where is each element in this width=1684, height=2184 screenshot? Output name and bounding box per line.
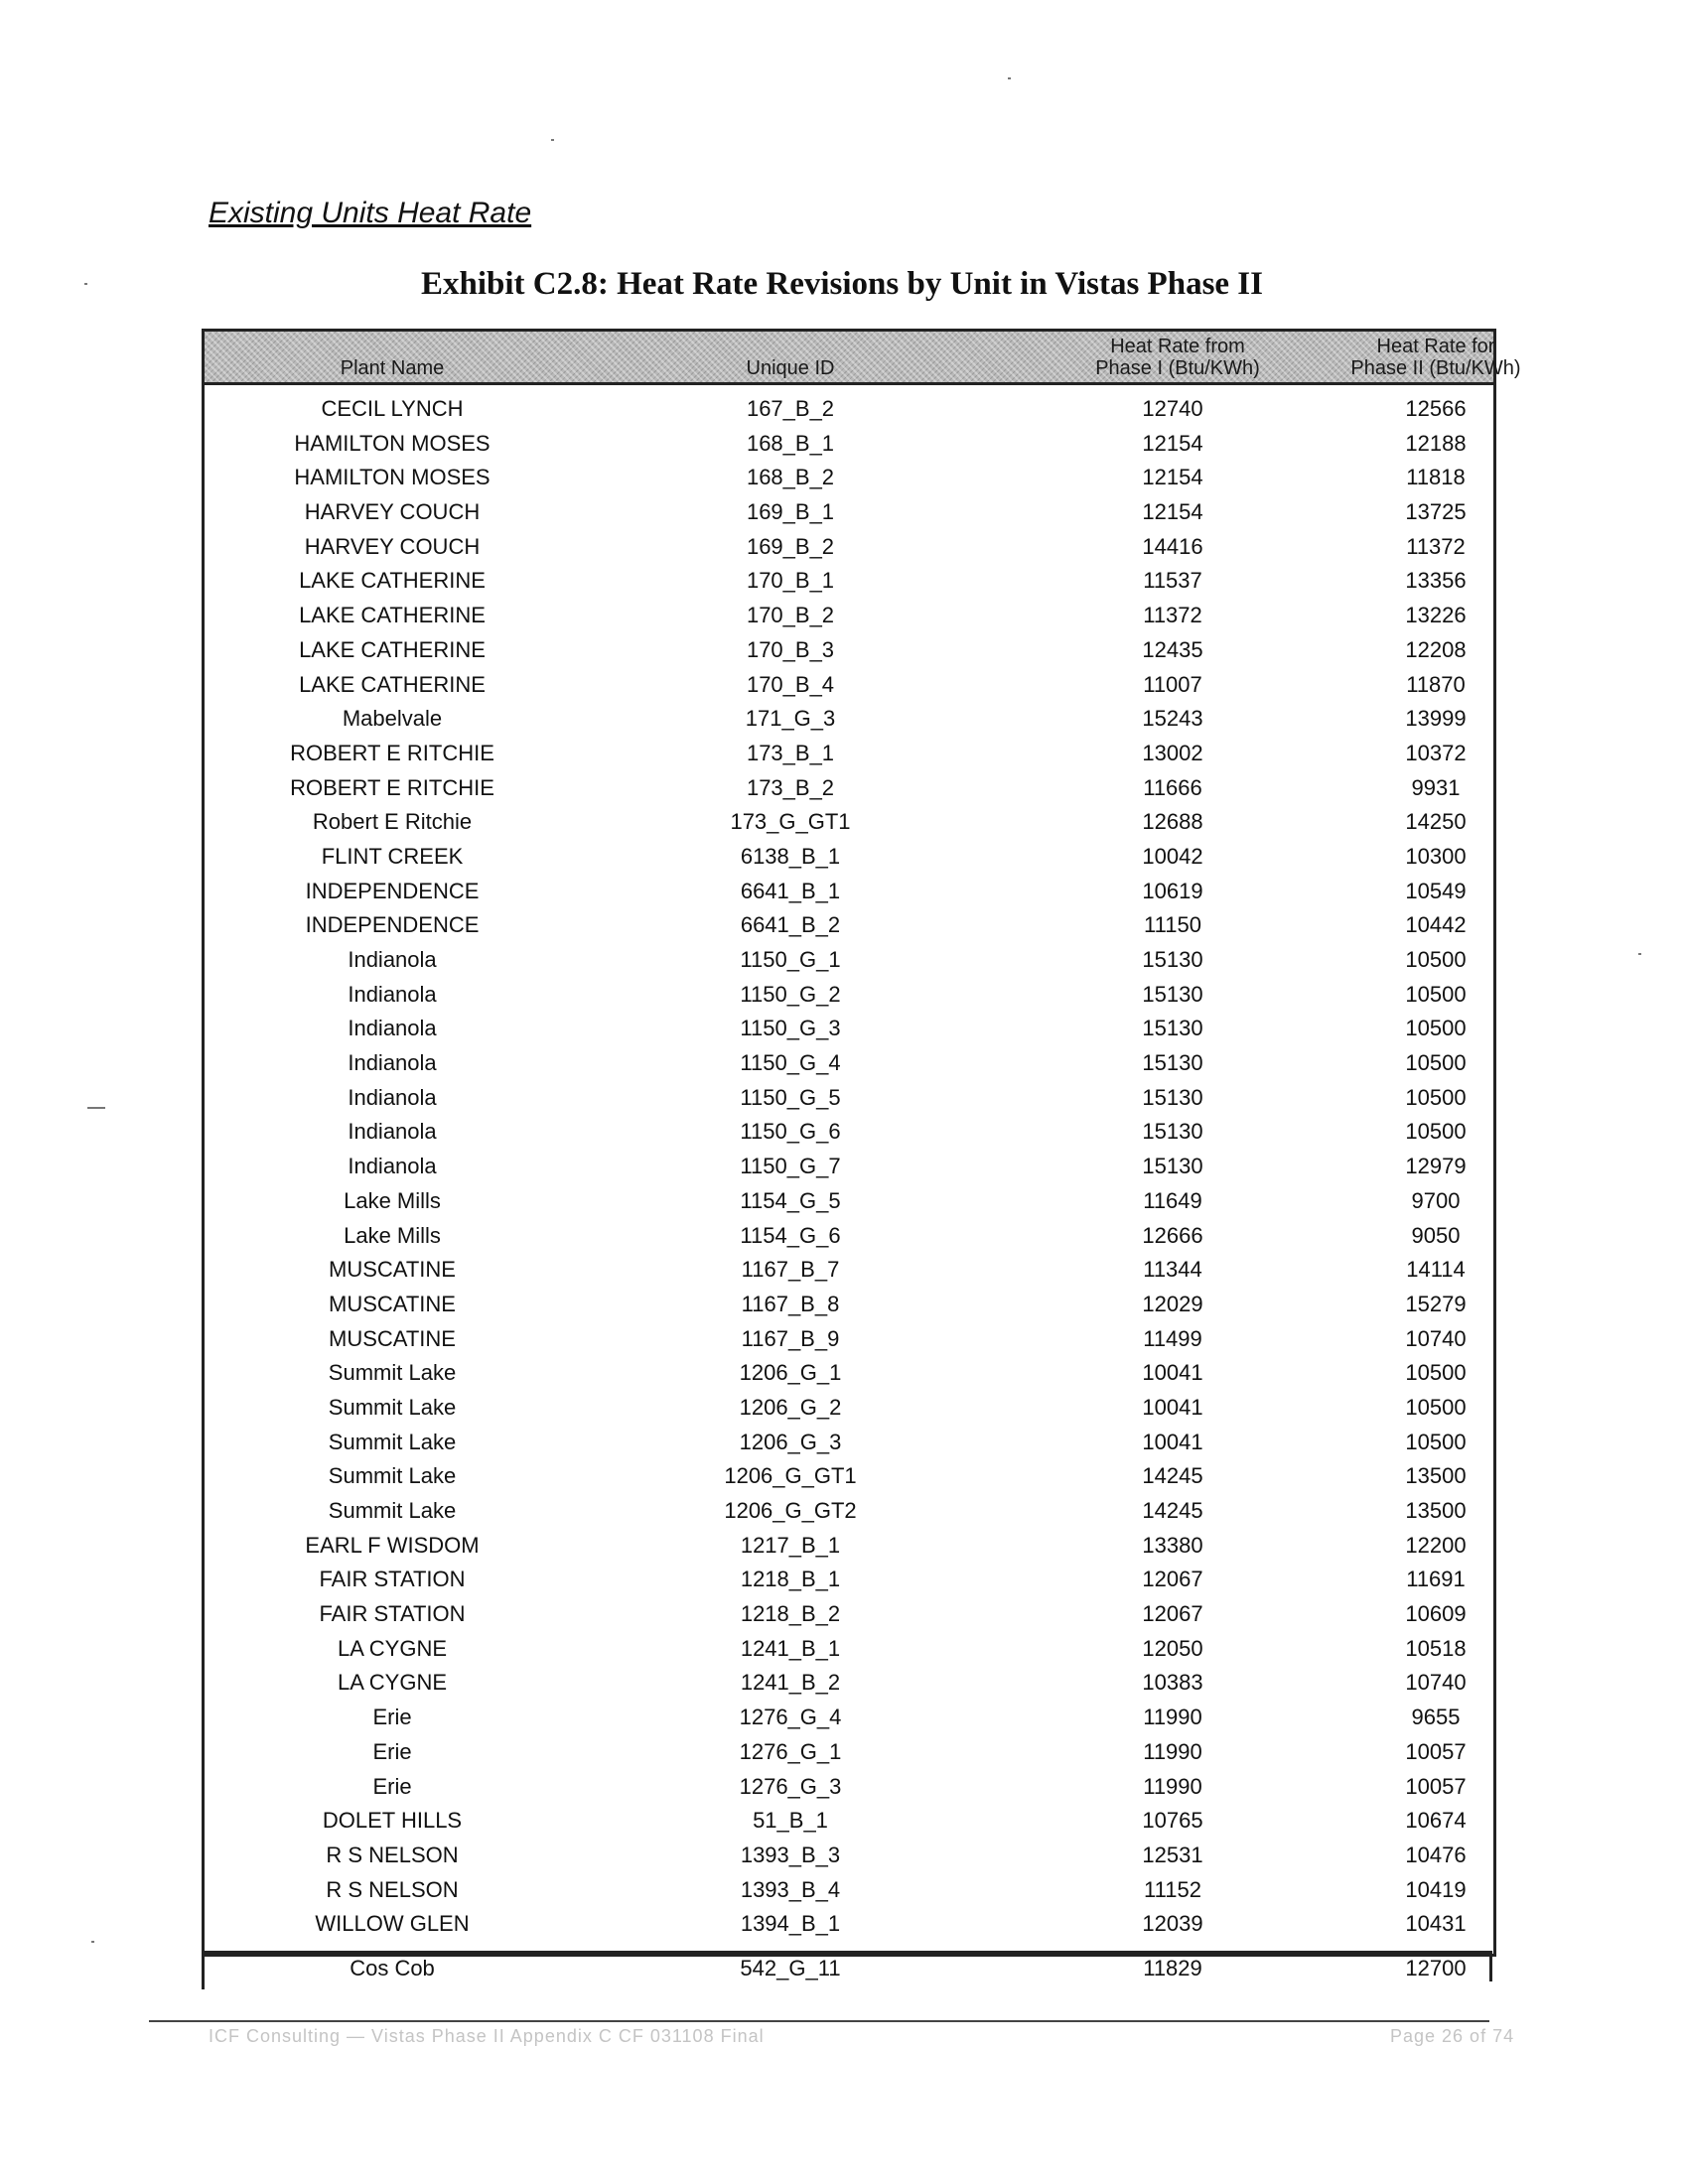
cell-heat-rate-phase2: 10740 bbox=[1405, 1670, 1467, 1696]
cell-heat-rate-phase1: 10042 bbox=[1142, 843, 1203, 869]
cell-heat-rate-phase2: 10057 bbox=[1405, 1773, 1467, 1799]
cell-unique-id: 1154_G_5 bbox=[740, 1187, 841, 1213]
table-row bbox=[205, 1292, 1493, 1326]
table-row bbox=[205, 1257, 1493, 1292]
cell-plant-name: LAKE CATHERINE bbox=[299, 671, 486, 697]
cell-heat-rate-phase2: 10500 bbox=[1405, 1050, 1467, 1076]
cell-plant-name: Indianola bbox=[348, 981, 437, 1007]
cell-plant-name: FLINT CREEK bbox=[321, 843, 464, 869]
cell-unique-id: 170_B_1 bbox=[746, 568, 835, 594]
cell-heat-rate-phase2: 14114 bbox=[1406, 1257, 1466, 1283]
footer-rule bbox=[149, 2020, 1489, 2022]
cell-heat-rate-phase1: 15130 bbox=[1142, 947, 1203, 972]
cell-heat-rate-phase2: 13725 bbox=[1405, 499, 1467, 525]
cell-heat-rate-phase2: 13500 bbox=[1405, 1498, 1467, 1523]
cell-unique-id: 170_B_4 bbox=[746, 671, 835, 697]
cell-heat-rate-phase2: 11691 bbox=[1406, 1567, 1466, 1592]
exhibit-title: Exhibit C2.8: Heat Rate Revisions by Unit in Vistas Phase II bbox=[421, 266, 1263, 302]
table-row bbox=[205, 1050, 1493, 1085]
scan-speck bbox=[1008, 77, 1011, 79]
table-row-last bbox=[205, 1956, 1493, 1989]
cell-heat-rate-phase1: 12154 bbox=[1142, 430, 1203, 456]
cell-heat-rate-phase2: 10500 bbox=[1405, 1119, 1467, 1145]
cell-unique-id: 1167_B_8 bbox=[741, 1291, 840, 1316]
table-row bbox=[205, 1188, 1493, 1223]
table-row bbox=[205, 465, 1493, 499]
cell-plant-name: Indianola bbox=[348, 1050, 437, 1076]
cell-heat-rate-phase2: 13500 bbox=[1405, 1463, 1467, 1489]
scan-speck bbox=[87, 1107, 105, 1109]
table-row bbox=[205, 741, 1493, 775]
cell-heat-rate-phase2: 12200 bbox=[1405, 1532, 1467, 1558]
cell-heat-rate-phase2: 10500 bbox=[1405, 1016, 1467, 1041]
cell-heat-rate-phase2: 13999 bbox=[1405, 706, 1467, 732]
cell-plant-name: EARL F WISDOM bbox=[305, 1532, 480, 1558]
cell-plant-name: LA CYGNE bbox=[337, 1635, 448, 1661]
cell-heat-rate-phase2: 12700 bbox=[1405, 1956, 1467, 1980]
cell-heat-rate-phase1: 15243 bbox=[1142, 706, 1203, 732]
cell-plant-name: Erie bbox=[372, 1705, 412, 1730]
cell-unique-id: 1150_G_7 bbox=[740, 1154, 841, 1179]
cell-heat-rate-phase2: 10442 bbox=[1405, 912, 1467, 938]
cell-heat-rate-phase1: 13380 bbox=[1142, 1532, 1203, 1558]
table-row bbox=[205, 947, 1493, 982]
table-row bbox=[205, 1911, 1493, 1946]
table-header bbox=[205, 332, 1521, 385]
cell-heat-rate-phase1: 11152 bbox=[1144, 1876, 1201, 1902]
table-row bbox=[205, 1567, 1493, 1601]
cell-heat-rate-phase1: 12067 bbox=[1142, 1567, 1203, 1592]
table-row bbox=[205, 1877, 1493, 1912]
cell-unique-id: 1206_G_GT2 bbox=[724, 1498, 857, 1523]
cell-heat-rate-phase1: 13002 bbox=[1142, 740, 1203, 765]
table-row bbox=[205, 499, 1493, 534]
cell-unique-id: 167_B_2 bbox=[746, 396, 835, 421]
cell-unique-id: 1167_B_7 bbox=[741, 1257, 840, 1283]
table-row bbox=[205, 672, 1493, 707]
cell-heat-rate-phase1: 12435 bbox=[1142, 636, 1203, 662]
table-row bbox=[205, 809, 1493, 844]
table-row bbox=[205, 534, 1493, 569]
cell-heat-rate-phase2: 12188 bbox=[1405, 430, 1467, 456]
header-phase1-line1: Heat Rate from bbox=[1110, 336, 1245, 357]
table-row bbox=[205, 1498, 1493, 1533]
cell-unique-id: 542_G_11 bbox=[740, 1956, 841, 1980]
cell-heat-rate-phase1: 15130 bbox=[1142, 981, 1203, 1007]
cell-unique-id: 173_B_2 bbox=[746, 774, 835, 800]
table-row bbox=[205, 1601, 1493, 1636]
cell-heat-rate-phase2: 9050 bbox=[1411, 1222, 1461, 1248]
table-row bbox=[205, 1016, 1493, 1050]
table-row bbox=[205, 431, 1493, 466]
scan-speck bbox=[1638, 953, 1641, 955]
cell-unique-id: 1241_B_1 bbox=[740, 1635, 841, 1661]
cell-plant-name: LAKE CATHERINE bbox=[299, 568, 486, 594]
table-row bbox=[205, 879, 1493, 913]
cell-unique-id: 1150_G_3 bbox=[740, 1016, 841, 1041]
cell-heat-rate-phase1: 10041 bbox=[1142, 1360, 1203, 1386]
table-row bbox=[205, 603, 1493, 637]
cell-heat-rate-phase2: 10609 bbox=[1405, 1601, 1467, 1627]
cell-plant-name: MUSCATINE bbox=[329, 1257, 456, 1283]
cell-heat-rate-phase1: 12688 bbox=[1142, 809, 1203, 835]
cell-heat-rate-phase2: 11818 bbox=[1406, 465, 1466, 490]
cell-heat-rate-phase1: 12154 bbox=[1142, 499, 1203, 525]
cell-unique-id: 171_G_3 bbox=[745, 706, 836, 732]
cell-heat-rate-phase2: 10500 bbox=[1405, 1394, 1467, 1420]
cell-heat-rate-phase1: 11990 bbox=[1143, 1773, 1202, 1799]
cell-unique-id: 169_B_1 bbox=[746, 499, 835, 525]
cell-heat-rate-phase2: 10500 bbox=[1405, 1429, 1467, 1454]
table-row bbox=[205, 1636, 1493, 1671]
header-phase1 bbox=[1039, 336, 1317, 379]
cell-unique-id: 169_B_2 bbox=[746, 533, 835, 559]
cell-unique-id: 6641_B_2 bbox=[740, 912, 841, 938]
cell-plant-name: Indianola bbox=[348, 947, 437, 972]
cell-plant-name: Mabelvale bbox=[342, 706, 443, 732]
cell-plant-name: MUSCATINE bbox=[329, 1325, 456, 1351]
table-row bbox=[205, 1223, 1493, 1258]
cell-unique-id: 6138_B_1 bbox=[740, 843, 841, 869]
cell-plant-name: R S NELSON bbox=[326, 1842, 459, 1867]
cell-unique-id: 1394_B_1 bbox=[740, 1911, 841, 1937]
table-row bbox=[205, 1085, 1493, 1120]
cell-heat-rate-phase1: 15130 bbox=[1142, 1084, 1203, 1110]
header-plant-name bbox=[205, 357, 580, 379]
cell-unique-id: 1206_G_2 bbox=[739, 1394, 842, 1420]
cell-heat-rate-phase2: 12979 bbox=[1405, 1154, 1467, 1179]
cell-heat-rate-phase2: 11372 bbox=[1406, 533, 1466, 559]
cell-heat-rate-phase2: 10431 bbox=[1405, 1911, 1467, 1937]
table-row bbox=[205, 1774, 1493, 1809]
table-row bbox=[205, 396, 1493, 431]
cell-plant-name: HAMILTON MOSES bbox=[294, 465, 491, 490]
cell-heat-rate-phase1: 12531 bbox=[1142, 1842, 1203, 1867]
cell-heat-rate-phase1: 10383 bbox=[1142, 1670, 1203, 1696]
table-row bbox=[205, 1533, 1493, 1568]
scan-speck bbox=[84, 283, 87, 285]
table-row bbox=[205, 706, 1493, 741]
cell-unique-id: 1206_G_GT1 bbox=[724, 1463, 857, 1489]
header-phase2 bbox=[1287, 336, 1585, 379]
cell-heat-rate-phase1: 11649 bbox=[1143, 1187, 1202, 1213]
cell-unique-id: 1150_G_6 bbox=[740, 1119, 841, 1145]
cell-plant-name: LAKE CATHERINE bbox=[299, 636, 486, 662]
cell-plant-name: LAKE CATHERINE bbox=[299, 603, 486, 628]
cell-heat-rate-phase1: 11990 bbox=[1143, 1705, 1202, 1730]
table-row bbox=[205, 1154, 1493, 1188]
cell-plant-name: HARVEY COUCH bbox=[304, 533, 481, 559]
header-phase2-line1: Heat Rate for bbox=[1376, 336, 1495, 357]
cell-plant-name: INDEPENDENCE bbox=[305, 878, 480, 903]
footer-page-number: Page 26 of 74 bbox=[1390, 2026, 1515, 2046]
cell-plant-name: FAIR STATION bbox=[319, 1567, 466, 1592]
cell-unique-id: 168_B_2 bbox=[746, 465, 835, 490]
cell-unique-id: 51_B_1 bbox=[753, 1808, 828, 1834]
cell-unique-id: 1217_B_1 bbox=[740, 1532, 841, 1558]
cell-heat-rate-phase1: 14245 bbox=[1142, 1463, 1203, 1489]
cell-heat-rate-phase2: 9655 bbox=[1411, 1705, 1461, 1730]
cell-unique-id: 1276_G_3 bbox=[739, 1773, 842, 1799]
table-row bbox=[205, 1808, 1493, 1843]
cell-heat-rate-phase1: 14416 bbox=[1142, 533, 1203, 559]
table-row bbox=[205, 637, 1493, 672]
cell-heat-rate-phase1: 11150 bbox=[1144, 912, 1201, 938]
table-row bbox=[205, 1430, 1493, 1464]
cell-unique-id: 1276_G_1 bbox=[739, 1738, 842, 1764]
cell-heat-rate-phase1: 11499 bbox=[1143, 1325, 1202, 1351]
cell-heat-rate-phase1: 12740 bbox=[1142, 396, 1203, 421]
cell-plant-name: Lake Mills bbox=[344, 1222, 441, 1248]
cell-plant-name: CECIL LYNCH bbox=[321, 396, 464, 421]
cell-unique-id: 1150_G_2 bbox=[740, 981, 841, 1007]
cell-unique-id: 1218_B_1 bbox=[740, 1567, 841, 1592]
header-plant-name-label: Plant Name bbox=[340, 357, 445, 379]
cell-heat-rate-phase2: 10740 bbox=[1405, 1325, 1467, 1351]
table-row bbox=[205, 1360, 1493, 1395]
table-row bbox=[205, 568, 1493, 603]
cell-heat-rate-phase1: 10619 bbox=[1142, 878, 1203, 903]
cell-heat-rate-phase2: 13226 bbox=[1405, 603, 1467, 628]
cell-heat-rate-phase2: 10500 bbox=[1405, 947, 1467, 972]
cell-heat-rate-phase1: 11829 bbox=[1143, 1956, 1202, 1980]
cell-unique-id: 1206_G_3 bbox=[739, 1429, 842, 1454]
cell-unique-id: 168_B_1 bbox=[746, 430, 835, 456]
table-row bbox=[205, 1670, 1493, 1705]
cell-heat-rate-phase1: 15130 bbox=[1142, 1050, 1203, 1076]
cell-heat-rate-phase1: 11537 bbox=[1143, 568, 1202, 594]
table-row bbox=[205, 1395, 1493, 1430]
cell-plant-name: INDEPENDENCE bbox=[305, 912, 480, 938]
cell-plant-name: Indianola bbox=[348, 1119, 437, 1145]
cell-plant-name: Indianola bbox=[348, 1084, 437, 1110]
cell-plant-name: WILLOW GLEN bbox=[315, 1911, 470, 1937]
cell-heat-rate-phase1: 11344 bbox=[1143, 1257, 1202, 1283]
table-row bbox=[205, 1463, 1493, 1498]
cell-heat-rate-phase1: 11990 bbox=[1143, 1738, 1202, 1764]
cell-unique-id: 1393_B_3 bbox=[740, 1842, 841, 1867]
cell-unique-id: 6641_B_1 bbox=[740, 878, 841, 903]
cell-heat-rate-phase1: 12666 bbox=[1142, 1222, 1203, 1248]
cell-plant-name: Lake Mills bbox=[344, 1187, 441, 1213]
cell-unique-id: 1206_G_1 bbox=[739, 1360, 842, 1386]
cell-plant-name: Summit Lake bbox=[328, 1360, 457, 1386]
cell-heat-rate-phase1: 12029 bbox=[1142, 1291, 1203, 1316]
cell-plant-name: Summit Lake bbox=[328, 1394, 457, 1420]
cell-heat-rate-phase2: 11870 bbox=[1406, 671, 1466, 697]
cell-plant-name: R S NELSON bbox=[326, 1876, 459, 1902]
cell-plant-name: Indianola bbox=[348, 1016, 437, 1041]
header-unique-id bbox=[582, 357, 999, 379]
table-bottom-rule bbox=[202, 1951, 1492, 1954]
cell-unique-id: 1218_B_2 bbox=[740, 1601, 841, 1627]
cell-heat-rate-phase1: 11007 bbox=[1143, 671, 1202, 697]
cell-heat-rate-phase2: 13356 bbox=[1405, 568, 1467, 594]
cell-heat-rate-phase2: 10500 bbox=[1405, 1084, 1467, 1110]
header-phase2-line2: Phase II (Btu/KWh) bbox=[1350, 357, 1521, 379]
cell-plant-name: Erie bbox=[372, 1738, 412, 1764]
cell-plant-name: Summit Lake bbox=[328, 1498, 457, 1523]
cell-unique-id: 1241_B_2 bbox=[740, 1670, 841, 1696]
cell-heat-rate-phase1: 15130 bbox=[1142, 1016, 1203, 1041]
cell-heat-rate-phase2: 9700 bbox=[1411, 1187, 1461, 1213]
cell-unique-id: 173_B_1 bbox=[746, 740, 835, 765]
cell-plant-name: Robert E Ritchie bbox=[312, 809, 473, 835]
cell-heat-rate-phase1: 10765 bbox=[1142, 1808, 1203, 1834]
cell-plant-name: ROBERT E RITCHIE bbox=[290, 774, 494, 800]
cell-plant-name: Summit Lake bbox=[328, 1429, 457, 1454]
cell-heat-rate-phase2: 10372 bbox=[1405, 740, 1467, 765]
header-unique-id-label: Unique ID bbox=[746, 357, 835, 379]
cell-heat-rate-phase2: 12566 bbox=[1405, 396, 1467, 421]
cell-unique-id: 1393_B_4 bbox=[740, 1876, 841, 1902]
cell-heat-rate-phase1: 11372 bbox=[1143, 603, 1202, 628]
cell-unique-id: 1167_B_9 bbox=[741, 1325, 840, 1351]
cell-plant-name: ROBERT E RITCHIE bbox=[290, 740, 494, 765]
cell-heat-rate-phase1: 12039 bbox=[1142, 1911, 1203, 1937]
cell-heat-rate-phase2: 10674 bbox=[1405, 1808, 1467, 1834]
cell-plant-name: Erie bbox=[372, 1773, 412, 1799]
table-row bbox=[205, 982, 1493, 1017]
cell-plant-name: LA CYGNE bbox=[337, 1670, 448, 1696]
cell-heat-rate-phase1: 14245 bbox=[1142, 1498, 1203, 1523]
table-row bbox=[205, 1739, 1493, 1774]
scan-speck bbox=[551, 139, 554, 141]
cell-heat-rate-phase1: 15130 bbox=[1142, 1154, 1203, 1179]
table-row bbox=[205, 1326, 1493, 1361]
cell-plant-name: Summit Lake bbox=[328, 1463, 457, 1489]
cell-heat-rate-phase2: 10500 bbox=[1405, 981, 1467, 1007]
cell-heat-rate-phase2: 10476 bbox=[1405, 1842, 1467, 1867]
table-row bbox=[205, 1705, 1493, 1739]
cell-heat-rate-phase1: 15130 bbox=[1142, 1119, 1203, 1145]
cell-heat-rate-phase2: 9931 bbox=[1411, 774, 1461, 800]
table-row bbox=[205, 1843, 1493, 1877]
cell-heat-rate-phase1: 10041 bbox=[1142, 1394, 1203, 1420]
cell-unique-id: 1150_G_1 bbox=[740, 947, 841, 972]
cell-unique-id: 1150_G_4 bbox=[740, 1050, 841, 1076]
cell-unique-id: 170_B_2 bbox=[746, 603, 835, 628]
cell-unique-id: 170_B_3 bbox=[746, 636, 835, 662]
section-heading: Existing Units Heat Rate bbox=[209, 197, 532, 229]
table-row bbox=[205, 1119, 1493, 1154]
cell-unique-id: 1154_G_6 bbox=[740, 1222, 841, 1248]
cell-heat-rate-phase1: 11666 bbox=[1143, 774, 1202, 800]
cell-heat-rate-phase1: 10041 bbox=[1142, 1429, 1203, 1454]
cell-heat-rate-phase1: 12067 bbox=[1142, 1601, 1203, 1627]
cell-plant-name: Cos Cob bbox=[350, 1956, 435, 1980]
cell-plant-name: DOLET HILLS bbox=[322, 1808, 463, 1834]
cell-heat-rate-phase1: 12154 bbox=[1142, 465, 1203, 490]
cell-heat-rate-phase2: 12208 bbox=[1405, 636, 1467, 662]
cell-heat-rate-phase2: 10300 bbox=[1405, 843, 1467, 869]
cell-heat-rate-phase2: 10057 bbox=[1405, 1738, 1467, 1764]
table-row bbox=[205, 844, 1493, 879]
cell-unique-id: 1276_G_4 bbox=[739, 1705, 842, 1730]
cell-plant-name: HAMILTON MOSES bbox=[294, 430, 491, 456]
header-phase1-line2: Phase I (Btu/KWh) bbox=[1095, 357, 1260, 379]
table-row bbox=[205, 775, 1493, 810]
cell-plant-name: HARVEY COUCH bbox=[304, 499, 481, 525]
cell-heat-rate-phase2: 10500 bbox=[1405, 1360, 1467, 1386]
cell-heat-rate-phase2: 14250 bbox=[1405, 809, 1467, 835]
footer-left-text: ICF Consulting — Vistas Phase II Appendix C CF 031108 Final bbox=[209, 2026, 765, 2046]
cell-heat-rate-phase2: 10549 bbox=[1405, 878, 1467, 903]
cell-unique-id: 173_G_GT1 bbox=[730, 809, 851, 835]
cell-heat-rate-phase2: 15279 bbox=[1405, 1291, 1467, 1316]
table-body bbox=[205, 396, 1493, 1946]
cell-plant-name: FAIR STATION bbox=[319, 1601, 466, 1627]
cell-plant-name: MUSCATINE bbox=[329, 1291, 456, 1316]
table-row bbox=[205, 912, 1493, 947]
scan-speck bbox=[91, 1941, 94, 1943]
cell-unique-id: 1150_G_5 bbox=[740, 1084, 841, 1110]
cell-heat-rate-phase2: 10518 bbox=[1405, 1635, 1467, 1661]
cell-heat-rate-phase2: 10419 bbox=[1405, 1876, 1467, 1902]
cell-plant-name: Indianola bbox=[348, 1154, 437, 1179]
cell-heat-rate-phase1: 12050 bbox=[1142, 1635, 1203, 1661]
